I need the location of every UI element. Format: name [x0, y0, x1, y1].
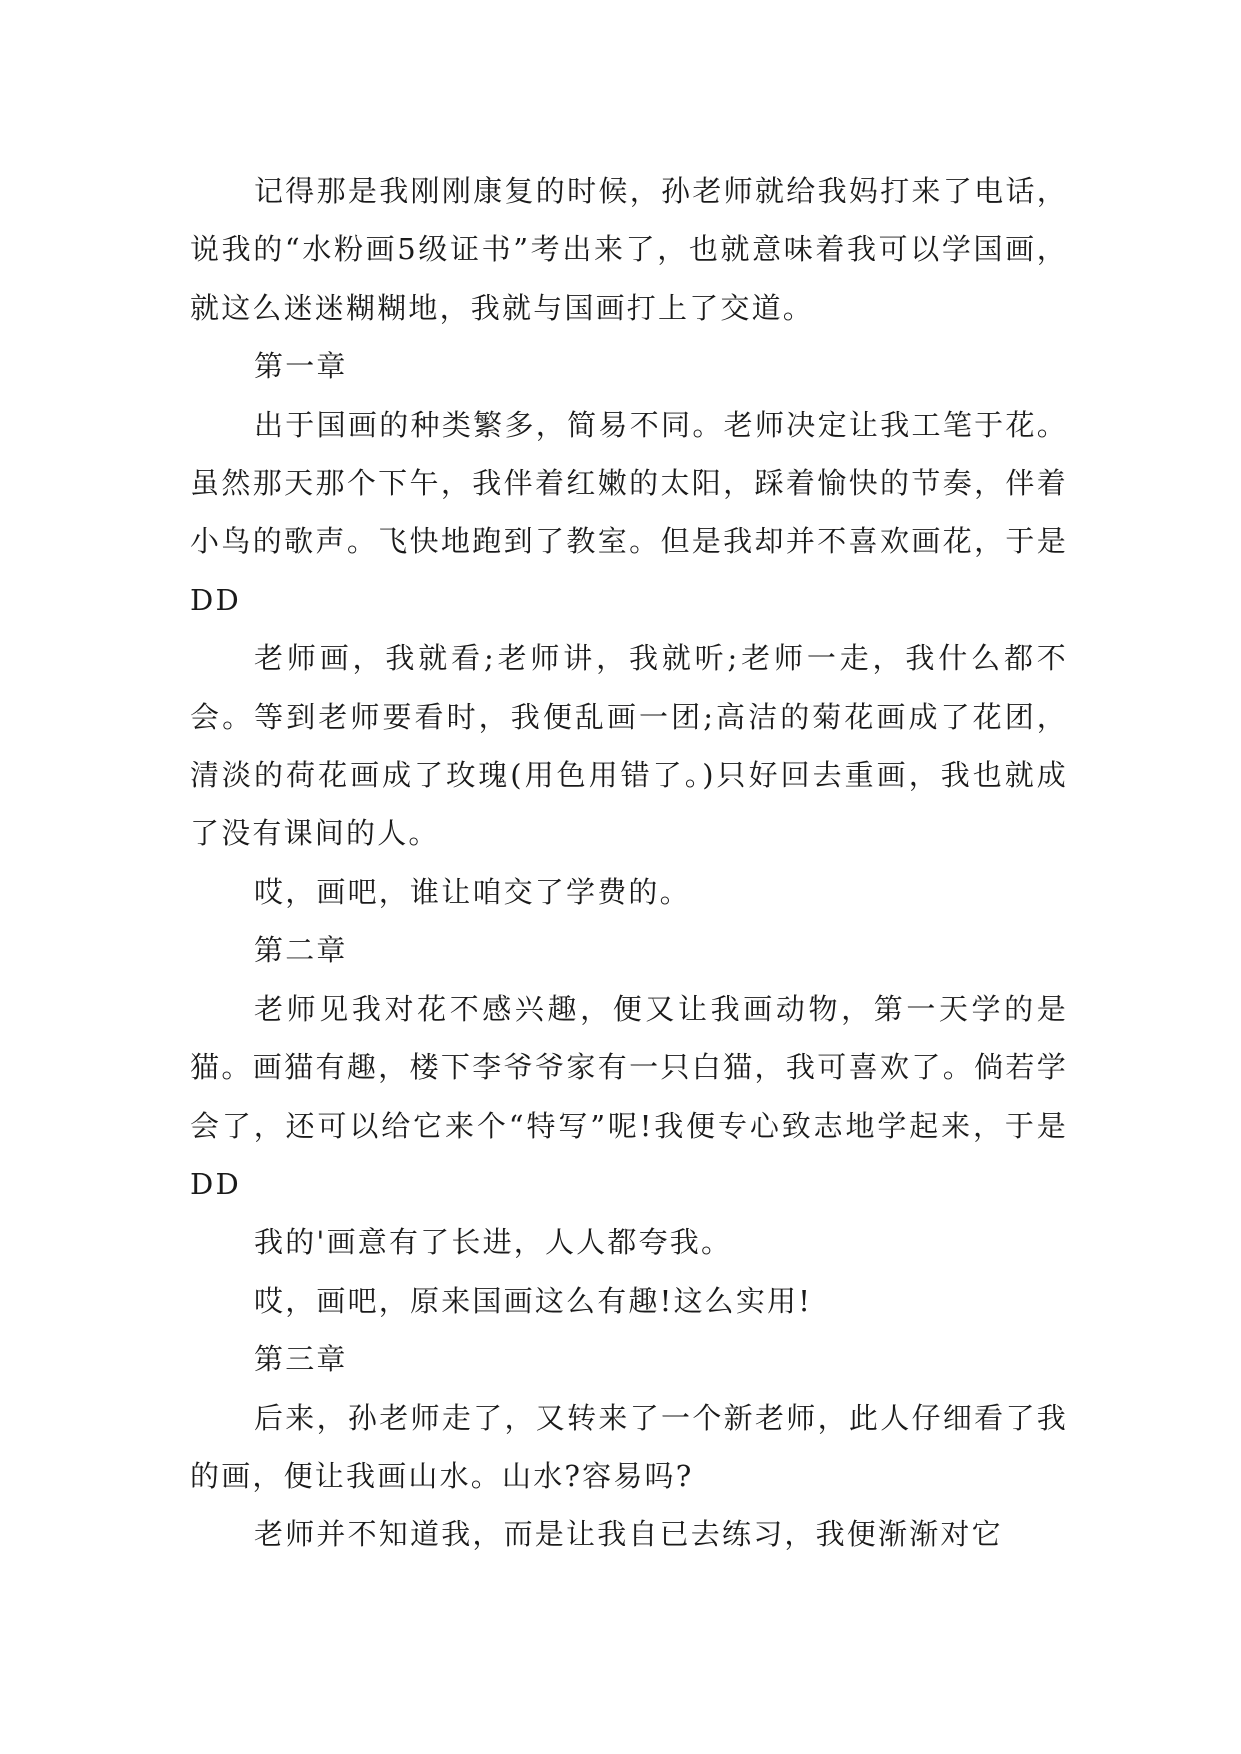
paragraph: 老师见我对花不感兴趣，便又让我画动物，第一天学的是猫。画猫有趣，楼下李爷爷家有一只白猫，我可喜欢了。倘若学会了，还可以给它来个“特写”呢!我便专心致志地学起来，于是DD — [190, 991, 1068, 1201]
paragraph: 老师并不知道我，而是让我自已去练习，我便渐渐对它 — [254, 1517, 1003, 1552]
paragraph: 后来，孙老师走了，又转来了一个新老师，此人仔细看了我的画，便让我画山水。山水?容易吗? — [190, 1400, 1068, 1493]
paragraph: 我的'画意有了长进，人人都夸我。 — [254, 1225, 733, 1260]
chapter-heading-2: 第二章 — [254, 933, 348, 968]
paragraph: 哎，画吧，原来国画这么有趣!这么实用! — [254, 1283, 813, 1318]
chapter-heading-1: 第一章 — [254, 349, 348, 384]
chapter-heading-3: 第三章 — [254, 1342, 348, 1377]
paragraph-intro: 记得那是我刚刚康复的时候，孙老师就给我妈打来了电话，说我的“水粉画5级证书”考出来了，也就意味着我可以学国画，就这么迷迷糊糊地，我就与国画打上了交道。 — [190, 174, 1068, 325]
paragraph: 哎，画吧，谁让咱交了学费的。 — [254, 874, 691, 909]
paragraph: 老师画，我就看;老师讲，我就听;老师一走，我什么都不会。等到老师要看时，我便乱画一团;高洁的菊花画成了花团，清淡的荷花画成了玫瑰(用色用错了。)只好回去重画，我也就成了没有课间的人。 — [190, 641, 1068, 851]
paragraph: 出于国画的种类繁多，简易不同。老师决定让我工笔于花。虽然那天那个下午，我伴着红嫩的太阳，踩着愉快的节奏，伴着小鸟的歌声。飞快地跑到了教室。但是我却并不喜欢画花，于是DD — [190, 407, 1068, 617]
document-body — [190, 162, 1068, 1564]
